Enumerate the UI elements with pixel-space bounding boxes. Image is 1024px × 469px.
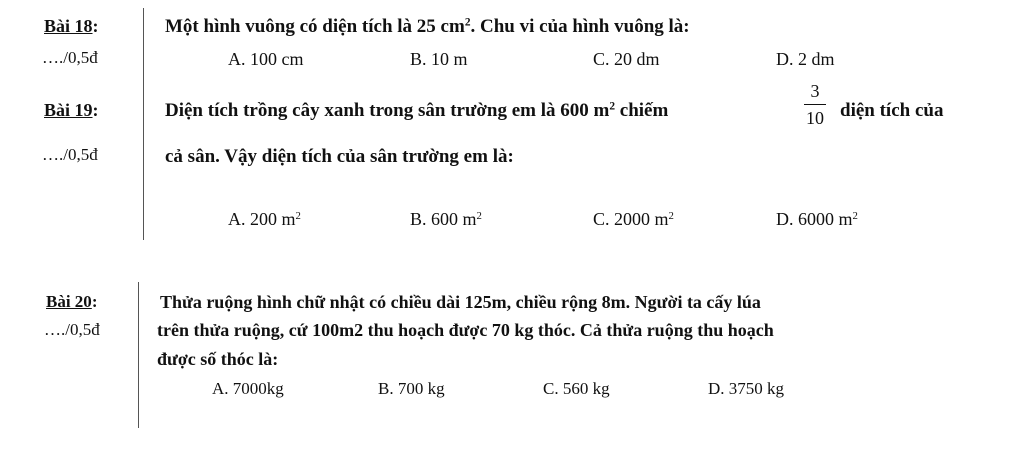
q19-line1-sup: 2 [609, 100, 616, 113]
q18-question [165, 16, 690, 38]
q18-option-a[interactable]: A. 100 cm [228, 49, 304, 69]
q19-label [44, 100, 99, 121]
q18-label [44, 16, 99, 37]
column-divider-top [143, 8, 144, 240]
q19-option-a[interactable] [228, 209, 301, 230]
q18-label-colon: : [92, 16, 99, 36]
q19-label-text: Bài 19 [44, 100, 93, 120]
q19-line1-before: Diện tích trồng cây xanh trong sân trường em là 600 m [165, 100, 610, 121]
q19-option-b-sup: 2 [476, 210, 482, 223]
q19-option-d[interactable] [776, 209, 858, 230]
q20-label [46, 292, 97, 312]
q18-text-before: Một hình vuông có diện tích là 25 cm [165, 16, 465, 37]
column-divider-bottom [138, 282, 139, 428]
q20-line3: được số thóc là: [157, 349, 279, 369]
q18-option-b[interactable]: B. 10 m [410, 49, 468, 69]
q19-score: …./0,5đ [42, 145, 98, 164]
q18-score: …./0,5đ [42, 48, 98, 67]
q18-option-c[interactable]: C. 20 dm [593, 49, 660, 69]
q19-line1-end: diện tích của [840, 100, 944, 121]
q18-option-d[interactable]: D. 2 dm [776, 49, 835, 69]
q20-option-d[interactable]: D. 3750 kg [708, 379, 785, 398]
q19-fraction [804, 82, 826, 127]
q19-label-colon: : [92, 100, 99, 120]
q20-option-a[interactable]: A. 7000kg [212, 379, 284, 398]
q19-option-c-text: C. 2000 m [593, 209, 669, 229]
q19-option-b[interactable] [410, 209, 482, 230]
q18-sup: 2 [464, 16, 471, 29]
q19-line2: cả sân. Vậy diện tích của sân trường em là: [165, 146, 514, 167]
q20-line1: Thửa ruộng hình chữ nhật có chiều dài 125m, chiều rộng 8m. Người ta cấy lúa [160, 292, 761, 312]
q20-option-b[interactable]: B. 700 kg [378, 379, 445, 398]
q20-option-c[interactable]: C. 560 kg [543, 379, 610, 398]
q20-label-colon: : [91, 292, 98, 311]
q18-text-after: . Chu vi của hình vuông là: [470, 16, 690, 37]
q19-option-c-sup: 2 [668, 210, 674, 223]
q19-option-d-text: D. 6000 m [776, 209, 853, 229]
q19-fraction-denominator: 10 [806, 108, 824, 128]
q19-option-a-sup: 2 [295, 210, 301, 223]
q18-label-text: Bài 18 [44, 16, 93, 36]
q19-option-c[interactable] [593, 209, 674, 230]
q19-option-d-sup: 2 [852, 210, 858, 223]
q20-line2: trên thửa ruộng, cứ 100m2 thu hoạch được 70 kg thóc. Cả thửa ruộng thu hoạch [157, 320, 774, 340]
q20-label-text: Bài 20 [46, 292, 92, 311]
q19-option-b-text: B. 600 m [410, 209, 477, 229]
q19-line1 [165, 100, 668, 122]
q20-score: …./0,5đ [44, 320, 100, 339]
q19-option-a-text: A. 200 m [228, 209, 296, 229]
q19-fraction-numerator: 3 [810, 81, 820, 101]
q19-line1-after: chiếm [615, 100, 669, 121]
